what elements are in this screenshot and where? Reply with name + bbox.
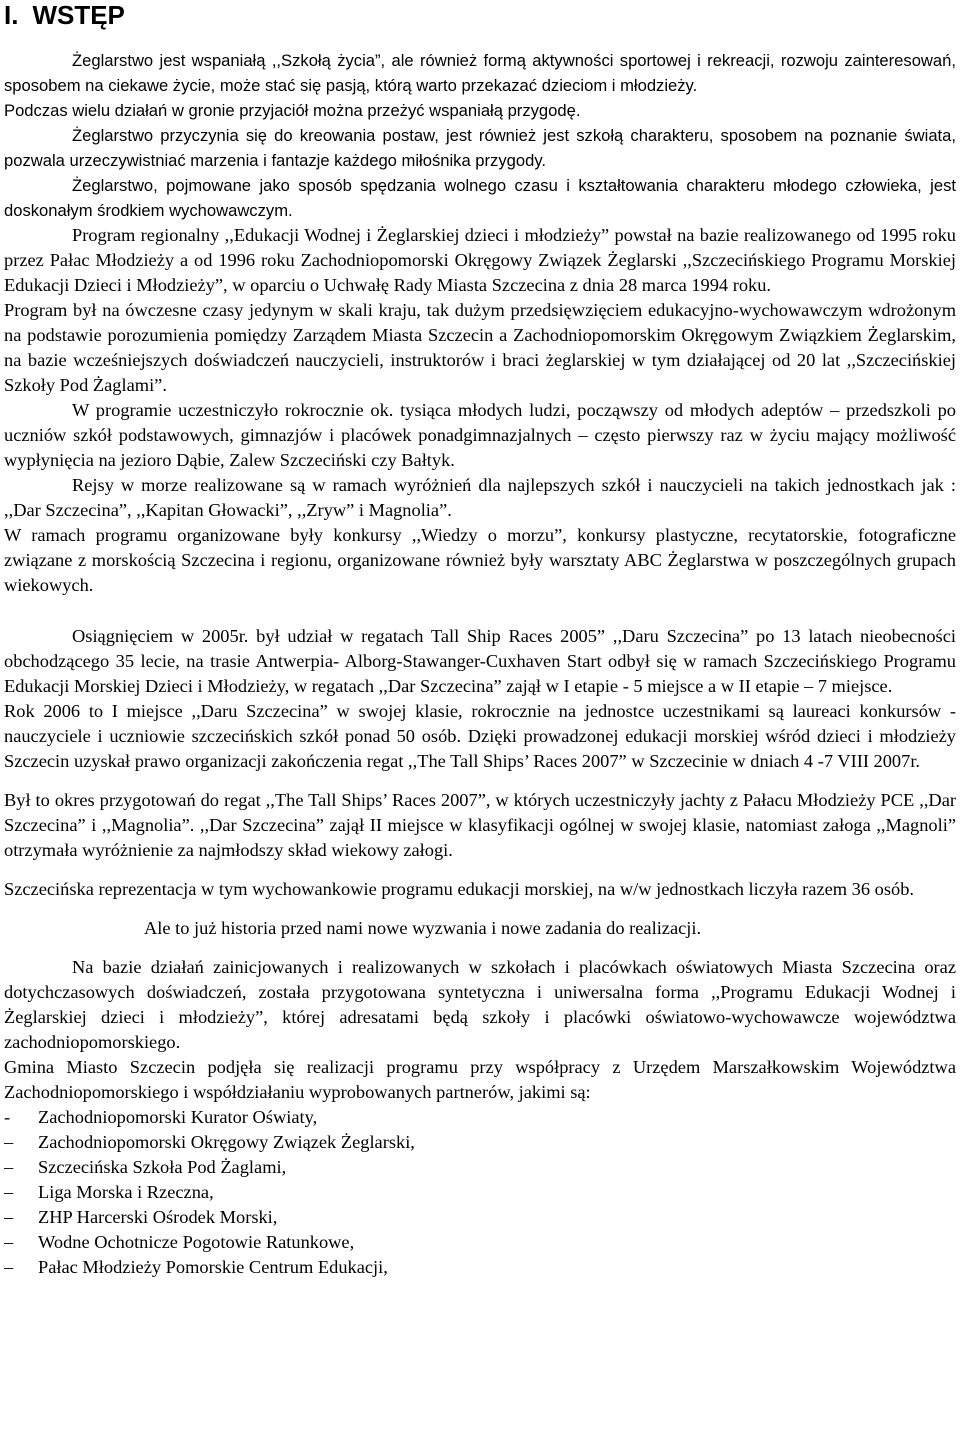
- section-heading: [4, 0, 956, 48]
- list-item-text: ZHP Harcerski Ośrodek Morski,: [38, 1207, 278, 1227]
- section-title: WSTĘP: [32, 0, 125, 30]
- list-bullet: –: [4, 1207, 14, 1227]
- body-text: [4, 48, 956, 1105]
- list-bullet: –: [4, 1257, 14, 1277]
- paragraph-p14: Ale to już historia przed nami nowe wyzwania i nowe zadania do realizacji.: [144, 918, 702, 938]
- list-item-text: Pałac Młodzieży Pomorskie Centrum Edukacji,: [38, 1257, 388, 1277]
- paragraph-p1: Żeglarstwo jest wspaniałą ,,Szkołą życia”, ale również formą aktywności sportowej i rekreacji, rozwoju zainteresowań, sposobem na ciekawe życie, może stać się pasją, którą warto przekazać dzieciom i młodzieży.: [4, 51, 956, 95]
- list-item: [4, 1180, 956, 1205]
- paragraph-p4: Żeglarstwo, pojmowane jako sposób spędzania wolnego czasu i kształtowania charakteru młodego człowieka, jest doskonałym środkiem wychowawczym.: [4, 176, 956, 220]
- document-page: [4, 0, 956, 1280]
- list-item: [4, 1105, 956, 1130]
- list-item-text: Zachodniopomorski Okręgowy Związek Żeglarski,: [38, 1132, 415, 1152]
- list-item: [4, 1130, 956, 1155]
- paragraph-p11: Rok 2006 to I miejsce ,,Daru Szczecina” w swojej klasie, rokrocznie na jednostce uczestnikami są laureaci konkursów - nauczyciele i uczniowie szczecińskich szkół ponad 50 osób. Dzięki prowadzonej edukacji morskiej wśród dzieci i młodzieży Szczecin uzyskał prawo organizacji zakończenia regat ,,The Tall Ships’ Races 2007” w Szczecinie w dniach 4 -7 VIII 2007r.: [4, 701, 956, 771]
- paragraph-p13: Szczecińska reprezentacja w tym wychowankowie programu edukacji morskiej, na w/w jednostkach liczyła razem 36 osób.: [4, 879, 915, 899]
- list-bullet: –: [4, 1182, 14, 1202]
- list-bullet: -: [4, 1107, 11, 1127]
- paragraph-p9: W ramach programu organizowane były konkursy ,,Wiedzy o morzu”, konkursy plastyczne, recytatorskie, fotograficzne związane z morskością Szczecina i regionu, organizowane również były warsztaty ABC Żeglarstwa w poszczególnych grupach wiekowych.: [4, 525, 956, 595]
- partners-list: [4, 1105, 956, 1280]
- list-item-text: Zachodniopomorski Kurator Oświaty,: [38, 1107, 318, 1127]
- section-number: I.: [4, 0, 19, 30]
- list-item: [4, 1230, 956, 1255]
- paragraph-p7: W programie uczestniczyło rokrocznie ok. tysiąca młodych ludzi, począwszy od młodych adeptów – przedszkoli po uczniów szkół podstawowych, gimnazjów i placówek ponadgimnazjalnych – często pierwszy raz w życiu mający możliwość wypłynięcia na jezioro Dąbie, Zalew Szczeciński czy Bałtyk.: [4, 400, 956, 470]
- list-item: [4, 1205, 956, 1230]
- list-item-text: Liga Morska i Rzeczna,: [38, 1182, 214, 1202]
- paragraph-p15: Na bazie działań zainicjowanych i realizowanych w szkołach i placówkach oświatowych Miasta Szczecina oraz dotychczasowych doświadczeń, została przygotowana syntetyczna i uniwersalna forma ,,Programu Edukacji Wodnej i Żeglarskiej dzieci i młodzieży”, której adresatami będą szkoły i placówki oświatowo-wychowawcze województwa zachodniopomorskiego.: [4, 957, 956, 1052]
- list-item: [4, 1255, 956, 1280]
- paragraph-p8: Rejsy w morze realizowane są w ramach wyróżnień dla najlepszych szkół i nauczycieli na takich jednostkach jak : ,,Dar Szczecina”, ,,Kapitan Głowacki”, ,,Zryw” i Magnolia”.: [4, 475, 956, 520]
- paragraph-p6: Program był na ówczesne czasy jedynym w skali kraju, tak dużym przedsięwzięciem edukacyjno-wychowawczym wdrożonym na podstawie porozumienia pomiędzy Zarządem Miasta Szczecin a Zachodniopomorskim Okręgowym Związkiem Żeglarskim, na bazie wcześniejszych doświadczeń nauczycieli, instruktorów i braci żeglarskiej w tym działającej od 20 lat ,,Szczecińskiej Szkoły Pod Żaglami”.: [4, 300, 956, 395]
- list-bullet: –: [4, 1132, 14, 1152]
- list-item: [4, 1155, 956, 1180]
- paragraph-p16: Gmina Miasto Szczecin podjęła się realizacji programu przy współpracy z Urzędem Marszałkowskim Województwa Zachodniopomorskiego i współdziałaniu wyprobowanych partnerów, jakimi są:: [4, 1057, 956, 1102]
- paragraph-p2: Podczas wielu działań w gronie przyjaciół można przeżyć wspaniałą przygodę.: [4, 101, 581, 120]
- list-bullet: –: [4, 1232, 14, 1252]
- list-item-text: Szczecińska Szkoła Pod Żaglami,: [38, 1157, 287, 1177]
- list-item-text: Wodne Ochotnicze Pogotowie Ratunkowe,: [38, 1232, 355, 1252]
- paragraph-p5: Program regionalny ,,Edukacji Wodnej i Żeglarskiej dzieci i młodzieży” powstał na bazie realizowanego od 1995 roku przez Pałac Młodzieży a od 1996 roku Zachodniopomorski Okręgowy Związek Żeglarski ,,Szczecińskiego Programu Morskiej Edukacji Dzieci i Młodzieży”, w oparciu o Uchwałę Rady Miasta Szczecina z dnia 28 marca 1994 roku.: [4, 225, 956, 295]
- list-bullet: –: [4, 1157, 14, 1177]
- paragraph-p3: Żeglarstwo przyczynia się do kreowania postaw, jest również jest szkołą charakteru, sposobem na poznanie świata, pozwala urzeczywistniać marzenia i fantazje każdego miłośnika przygody.: [4, 126, 956, 170]
- paragraph-p10: Osiągnięciem w 2005r. był udział w regatach Tall Ship Races 2005” ,,Daru Szczecina” po 13 latach nieobecności obchodzącego 35 lecie, na trasie Antwerpia- Alborg-Stawanger-Cuxhaven Start odbył się w ramach Szczecińskiego Programu Edukacji Morskiej Dzieci i Młodzieży, w regatach ,,Dar Szczecina” zajął w I etapie - 5 miejsce a w II etapie – 7 miejsce.: [4, 626, 956, 696]
- paragraph-p12: Był to okres przygotowań do regat ,,The Tall Ships’ Races 2007”, w których uczestniczyły jachty z Pałacu Młodzieży PCE ,,Dar Szczecina” i ,,Magnolia”. ,,Dar Szczecina” zajął II miejsce w klasyfikacji ogólnej w swojej klasie, natomiast załoga ,,Magnoli” otrzymała wyróżnienie za najmłodszy skład wiekowy załogi.: [4, 790, 956, 860]
